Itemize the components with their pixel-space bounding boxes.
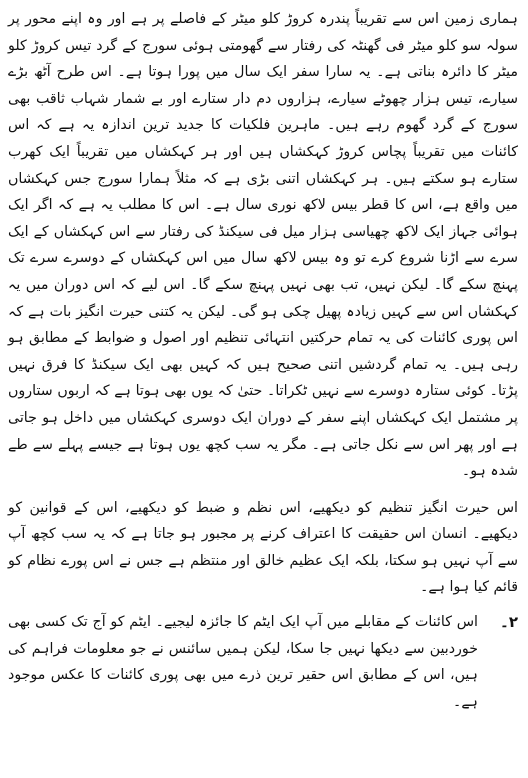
paragraph-universe-scale: ہماری زمین اس سے تقریباً پندرہ کروڑ کلو میٹر کے فاصلے پر ہے اور وہ اپنے محور پر سولہ سو کلو میٹر فی گھنٹہ کی رفتار سے گھومتی ہوئی سورج کے گرد تیس کروڑ کلو میٹر کا دائرہ بناتی ہے۔ یہ سارا سفر ایک سال میں پورا ہوتا ہے۔ اس طرح آٹھ بڑے سیارے، تیس ہزار چھوٹے سیارے، ہزاروں دم دار ستارے اور بے شمار شہاب ثاقب بھی سورج کے گرد گھوم رہے ہیں۔ ماہرین فلکیات کا جدید ترین اندازہ یہ ہے کہ اس کائنات میں تقریباً پچاس کروڑ کہکشاں ہیں اور ہر کہکشاں میں تقریباً ایک کھرب ستارے ہو سکتے ہیں۔ ہر کہکشاں اتنی بڑی ہے کہ مثلاً ہمارا سورج جس کہکشاں میں واقع ہے، اس کا قطر بیس لاکھ نوری سال ہے۔ اس کا مطلب یہ ہے کہ اگر ایک ہوائی جہاز ایک لاکھ چھیاسی ہزار میل فی سیکنڈ کی رفتار سے اس کہکشاں کے ایک سرے سے اڑنا شروع کرے تو وہ بیس لاکھ سال میں اس کہکشاں کے دوسرے سرے تک پہنچ سکے گا۔ لیکن نہیں، تب بھی نہیں پہنچ سکے گا۔ اس لیے کہ اس دوران میں یہ کہکشاں اس سے کہیں زیادہ پھیل چکی ہو گی۔ لیکن یہ کتنی حیرت انگیز بات ہے کہ اس پوری کائنات کی یہ تمام حرکتیں انتہائی تنظیم اور اصول و ضوابط کے مطابق ہو رہی ہیں۔ یہ تمام گردشیں اتنی صحیح ہیں کہ کہیں بھی ایک سیکنڈ کا فرق نہیں پڑتا۔ کوئی ستارہ دوسرے سے نہیں ٹکراتا۔ حتیٰ کہ یوں بھی ہوتا ہے کہ اربوں ستاروں پر مشتمل ایک کہکشاں اپنے سفر کے دوران ایک دوسری کہکشاں میں داخل ہو جاتی ہے اور پھر اس سے نکل جاتی ہے۔ مگر یہ سب کچھ یوں ہوتا ہے جیسے پہلے سے طے شدہ ہو۔ [8, 11, 518, 480]
paragraph-order-and-creator: اس حیرت انگیز تنظیم کو دیکھیے، اس نظم و ضبط کو دیکھیے، اس کے قوانین کو دیکھیے۔ انسان اس حقیقت کا اعتراف کرنے پر مجبور ہو جاتا ہے کہ یہ سب کچھ آپ سے آپ نہیں ہو سکتا، بلکہ ایک عظیم خالق اور منتظم ہے جس نے اس پورے نظام کو قائم کیا ہوا ہے۔ [8, 499, 518, 596]
item-number: ۲۔ [500, 613, 518, 632]
paragraph-atom: اس کائنات کے مقابلے میں آپ ایک ایٹم کا جائزہ لیجیے۔ ایٹم کو آج تک کسی بھی خوردبین سے دیکھا نہیں جا سکا، لیکن ہمیں سائنس نے جو معلومات فراہم کی ہیں، اس کے مطابق اس حقیر ترین ذرے میں بھی پوری کائنات کا عکس موجود ہے۔ [8, 614, 478, 710]
numbered-item [8, 609, 518, 715]
